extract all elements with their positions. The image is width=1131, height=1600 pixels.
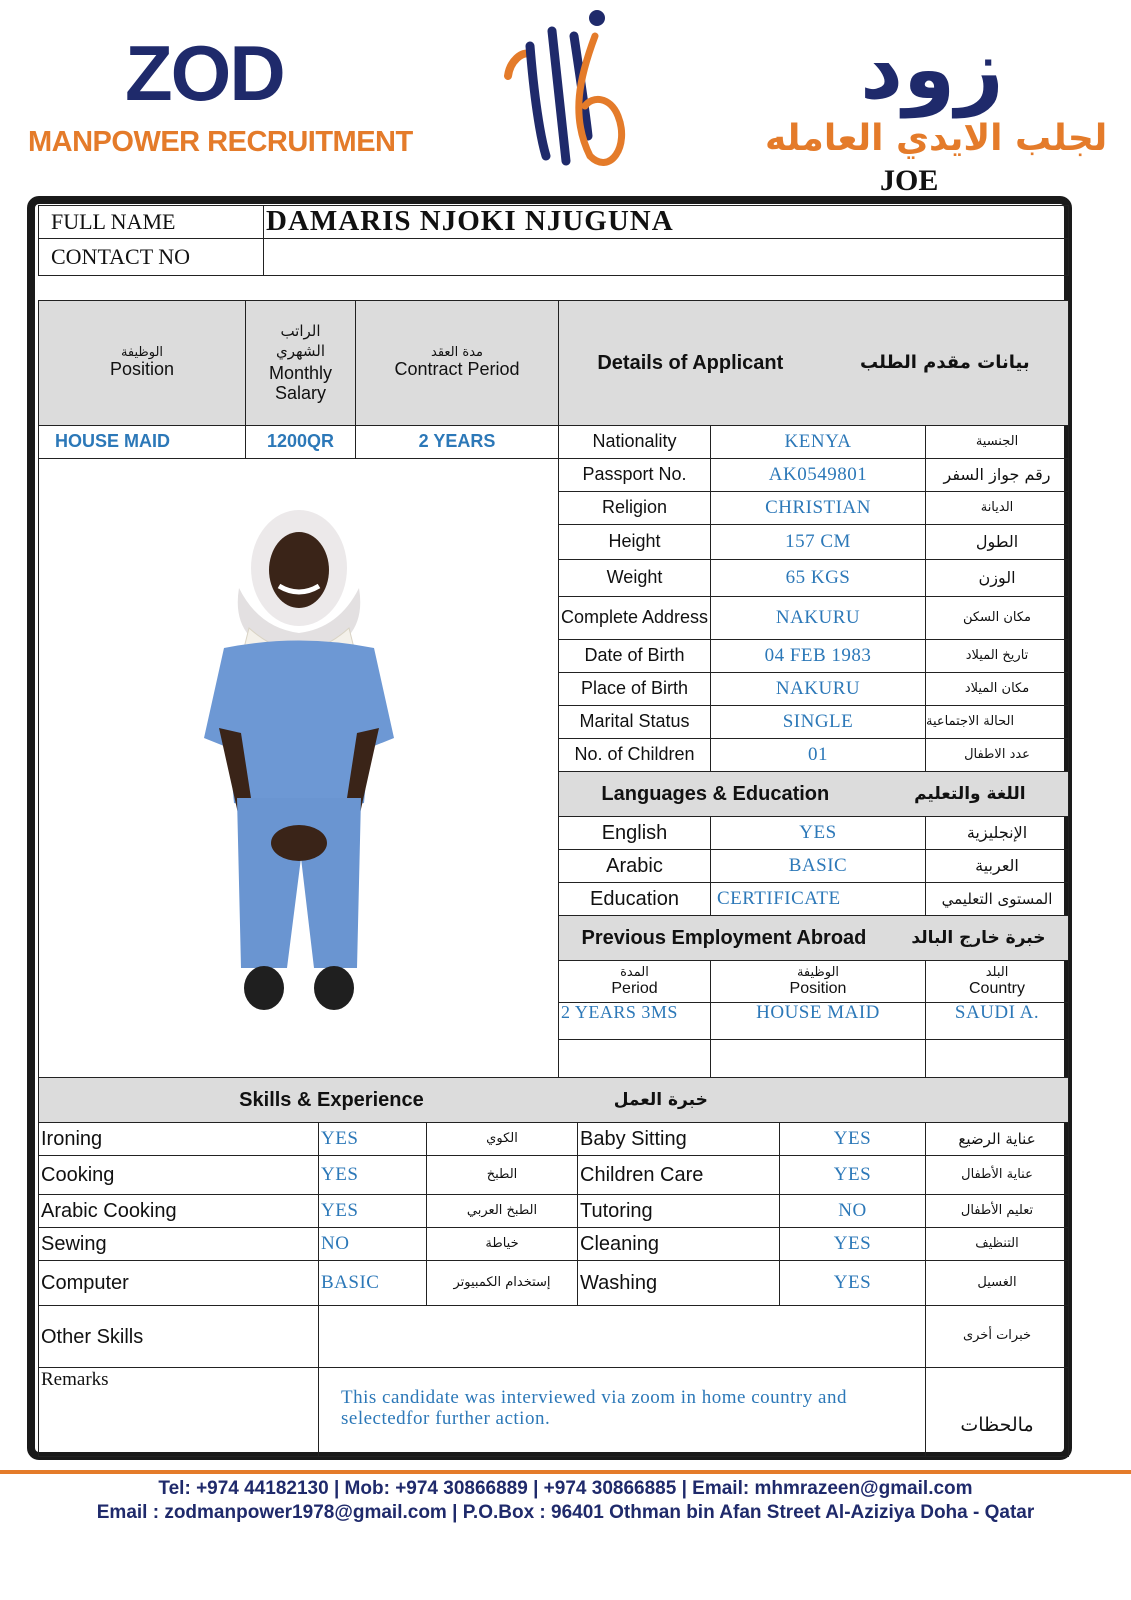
skill-ar-arabic-cooking: الطبخ العربي xyxy=(426,1194,578,1228)
position-header-label: Position xyxy=(109,359,175,380)
contract-header xyxy=(355,300,559,426)
employment-period-value: 2 YEARS 3MS xyxy=(558,1002,711,1040)
detail-ar-dob: تاريخ الميلاد xyxy=(925,639,1069,673)
skill-value-washing: YES xyxy=(779,1260,926,1306)
brand-arabic-logo: زود xyxy=(860,20,1004,118)
skills-header xyxy=(38,1077,1069,1123)
brand-subtitle: MANPOWER RECRUITMENT xyxy=(28,126,413,158)
other-skills-value xyxy=(318,1305,926,1368)
contract-header-label: Contract Period xyxy=(394,359,520,380)
employment-position-label: Position xyxy=(789,979,847,997)
full-name-label: FULL NAME xyxy=(38,205,264,239)
salary-header-label2: Salary xyxy=(274,382,327,403)
employment-country-header xyxy=(925,960,1069,1003)
detail-label-passport: Passport No. xyxy=(558,458,711,492)
skill-ar-washing: الغسيل xyxy=(925,1260,1069,1306)
detail-value-children: 01 xyxy=(710,738,926,772)
skill-label-cooking: Cooking xyxy=(38,1155,319,1195)
employment-position-value: HOUSE MAID xyxy=(710,1002,926,1040)
skill-label-baby-sitting: Baby Sitting xyxy=(577,1122,780,1156)
brand-logo-icon xyxy=(500,6,640,176)
languages-header xyxy=(558,771,1069,817)
skill-value-tutoring: NO xyxy=(779,1194,926,1228)
contact-value xyxy=(263,238,1069,276)
education-value: CERTIFICATE xyxy=(710,882,926,916)
language-label-arabic: Arabic xyxy=(558,849,711,883)
footer-contact-line1: Tel: +974 44182130 | Mob: +974 30866889 | +974 30866885 | Email: mhmrazeen@gmail.com xyxy=(158,1478,973,1499)
skill-ar-ironing: الكوي xyxy=(426,1122,578,1156)
detail-ar-height: الطول xyxy=(925,524,1069,560)
employment-position-ar: الوظيفة xyxy=(796,964,840,980)
language-value-english: YES xyxy=(710,816,926,850)
detail-label-address: Complete Address xyxy=(558,596,711,640)
footer-contact-line2: Email : zodmanpower1978@gmail.com | P.O.Box : 96401 Othman bin Afan Street Al-Aziziya Doha - Qatar xyxy=(96,1502,1035,1523)
photo-area xyxy=(38,458,559,1078)
detail-label-marital: Marital Status xyxy=(558,705,711,739)
skill-ar-children-care: عناية الأطفال xyxy=(925,1155,1069,1195)
contract-header-ar: مدة العقد xyxy=(431,344,483,360)
applicant-photo xyxy=(179,498,419,1038)
salary-header-label1: Monthly xyxy=(268,362,333,383)
employment-empty-country xyxy=(925,1039,1069,1078)
skill-value-children-care: YES xyxy=(779,1155,926,1195)
employment-empty-position xyxy=(710,1039,926,1078)
employment-period-label: Period xyxy=(611,979,658,997)
details-title-ar: بيانات مقدم الطلب xyxy=(860,352,1030,374)
skills-title: Skills & Experience xyxy=(239,1089,424,1111)
position-header xyxy=(38,300,246,426)
detail-ar-address: مكان السكن xyxy=(925,596,1069,640)
agent-name: JOE xyxy=(880,164,939,197)
detail-ar-religion: الديانة xyxy=(925,491,1069,525)
skill-ar-tutoring: تعليم الأطفال xyxy=(925,1194,1069,1228)
employment-empty-period xyxy=(558,1039,711,1078)
employment-period-ar: المدة xyxy=(620,964,649,980)
employment-title: Previous Employment Abroad xyxy=(581,927,867,949)
contract-value: 2 YEARS xyxy=(355,425,559,459)
education-ar: المستوى التعليمي xyxy=(925,882,1069,916)
detail-ar-marital: الحالة الاجتماعية xyxy=(925,705,1069,739)
detail-label-nationality: Nationality xyxy=(558,425,711,459)
skill-label-cleaning: Cleaning xyxy=(577,1227,780,1261)
footer-divider xyxy=(0,1470,1131,1474)
detail-label-weight: Weight xyxy=(558,559,711,597)
detail-value-pob: NAKURU xyxy=(710,672,926,706)
remarks-label: Remarks xyxy=(38,1367,319,1457)
other-skills-label: Other Skills xyxy=(38,1305,319,1368)
brand-logo-text: ZOD xyxy=(125,29,284,117)
contact-label: CONTACT NO xyxy=(38,238,264,276)
position-value: HOUSE MAID xyxy=(38,425,246,459)
employment-position-header xyxy=(710,960,926,1003)
skill-label-washing: Washing xyxy=(577,1260,780,1306)
position-header-ar: الوظيفة xyxy=(120,344,164,360)
detail-value-weight: 65 KGS xyxy=(710,559,926,597)
remarks-text: This candidate was interviewed via zoom in home country and selectedfor further action. xyxy=(318,1367,926,1457)
skill-label-tutoring: Tutoring xyxy=(577,1194,780,1228)
detail-label-pob: Place of Birth xyxy=(558,672,711,706)
skill-label-arabic-cooking: Arabic Cooking xyxy=(38,1194,319,1228)
detail-ar-weight: الوزن xyxy=(925,559,1069,597)
skill-ar-cleaning: التنظيف xyxy=(925,1227,1069,1261)
employment-country-label: Country xyxy=(968,979,1026,997)
salary-header-ar1: الراتب xyxy=(280,321,321,340)
detail-value-marital: SINGLE xyxy=(710,705,926,739)
details-title: Details of Applicant xyxy=(597,352,784,374)
skill-label-children-care: Children Care xyxy=(577,1155,780,1195)
skill-value-arabic-cooking: YES xyxy=(318,1194,427,1228)
detail-value-height: 157 CM xyxy=(710,524,926,560)
skill-value-cooking: YES xyxy=(318,1155,427,1195)
languages-title-ar: اللغة والتعليم xyxy=(914,783,1026,804)
salary-header xyxy=(245,300,356,426)
detail-value-nationality: KENYA xyxy=(710,425,926,459)
remarks-ar: مالحظات xyxy=(925,1367,1069,1457)
education-label: Education xyxy=(558,882,711,916)
language-ar-arabic: العربية xyxy=(925,849,1069,883)
detail-label-dob: Date of Birth xyxy=(558,639,711,673)
employment-title-ar: خبرة خارج البالد xyxy=(911,927,1046,948)
skill-label-sewing: Sewing xyxy=(38,1227,319,1261)
languages-title: Languages & Education xyxy=(601,783,830,805)
language-value-arabic: BASIC xyxy=(710,849,926,883)
details-header xyxy=(558,300,1069,426)
skill-label-computer: Computer xyxy=(38,1260,319,1306)
other-skills-ar: خبرات أخرى xyxy=(925,1305,1069,1368)
detail-ar-children: عدد الاطفال xyxy=(925,738,1069,772)
language-ar-english: الإنجليزية xyxy=(925,816,1069,850)
employment-country-value: SAUDI A. xyxy=(925,1002,1069,1040)
language-label-english: English xyxy=(558,816,711,850)
detail-label-children: No. of Children xyxy=(558,738,711,772)
employment-period-header xyxy=(558,960,711,1003)
employment-header xyxy=(558,915,1069,961)
brand-arabic-subtitle: لجلب الايدي العامله xyxy=(765,118,1108,159)
detail-ar-passport: رقم جواز السفر xyxy=(925,458,1069,492)
detail-ar-nationality: الجنسية xyxy=(925,425,1069,459)
detail-value-passport: AK0549801 xyxy=(710,458,926,492)
skill-value-baby-sitting: YES xyxy=(779,1122,926,1156)
skill-label-ironing: Ironing xyxy=(38,1122,319,1156)
detail-value-dob: 04 FEB 1983 xyxy=(710,639,926,673)
skill-ar-computer: إستخدام الكمبيوتر xyxy=(426,1260,578,1306)
skill-value-sewing: NO xyxy=(318,1227,427,1261)
detail-label-religion: Religion xyxy=(558,491,711,525)
skills-title-ar: خبرة العمل xyxy=(613,1089,708,1110)
skill-value-ironing: YES xyxy=(318,1122,427,1156)
detail-label-height: Height xyxy=(558,524,711,560)
detail-ar-pob: مكان الميلاد xyxy=(925,672,1069,706)
skill-ar-cooking: الطبخ xyxy=(426,1155,578,1195)
skill-value-computer: BASIC xyxy=(318,1260,427,1306)
salary-header-ar2: الشهري xyxy=(275,342,326,361)
skill-ar-sewing: خياطة xyxy=(426,1227,578,1261)
employment-country-ar: البلد xyxy=(985,964,1009,980)
full-name-value: DAMARIS NJOKI NJUGUNA xyxy=(263,205,1069,239)
salary-value: 1200QR xyxy=(245,425,356,459)
skill-value-cleaning: YES xyxy=(779,1227,926,1261)
skill-ar-baby-sitting: عناية الرضيع xyxy=(925,1122,1069,1156)
detail-value-address: NAKURU xyxy=(710,596,926,640)
detail-value-religion: CHRISTIAN xyxy=(710,491,926,525)
